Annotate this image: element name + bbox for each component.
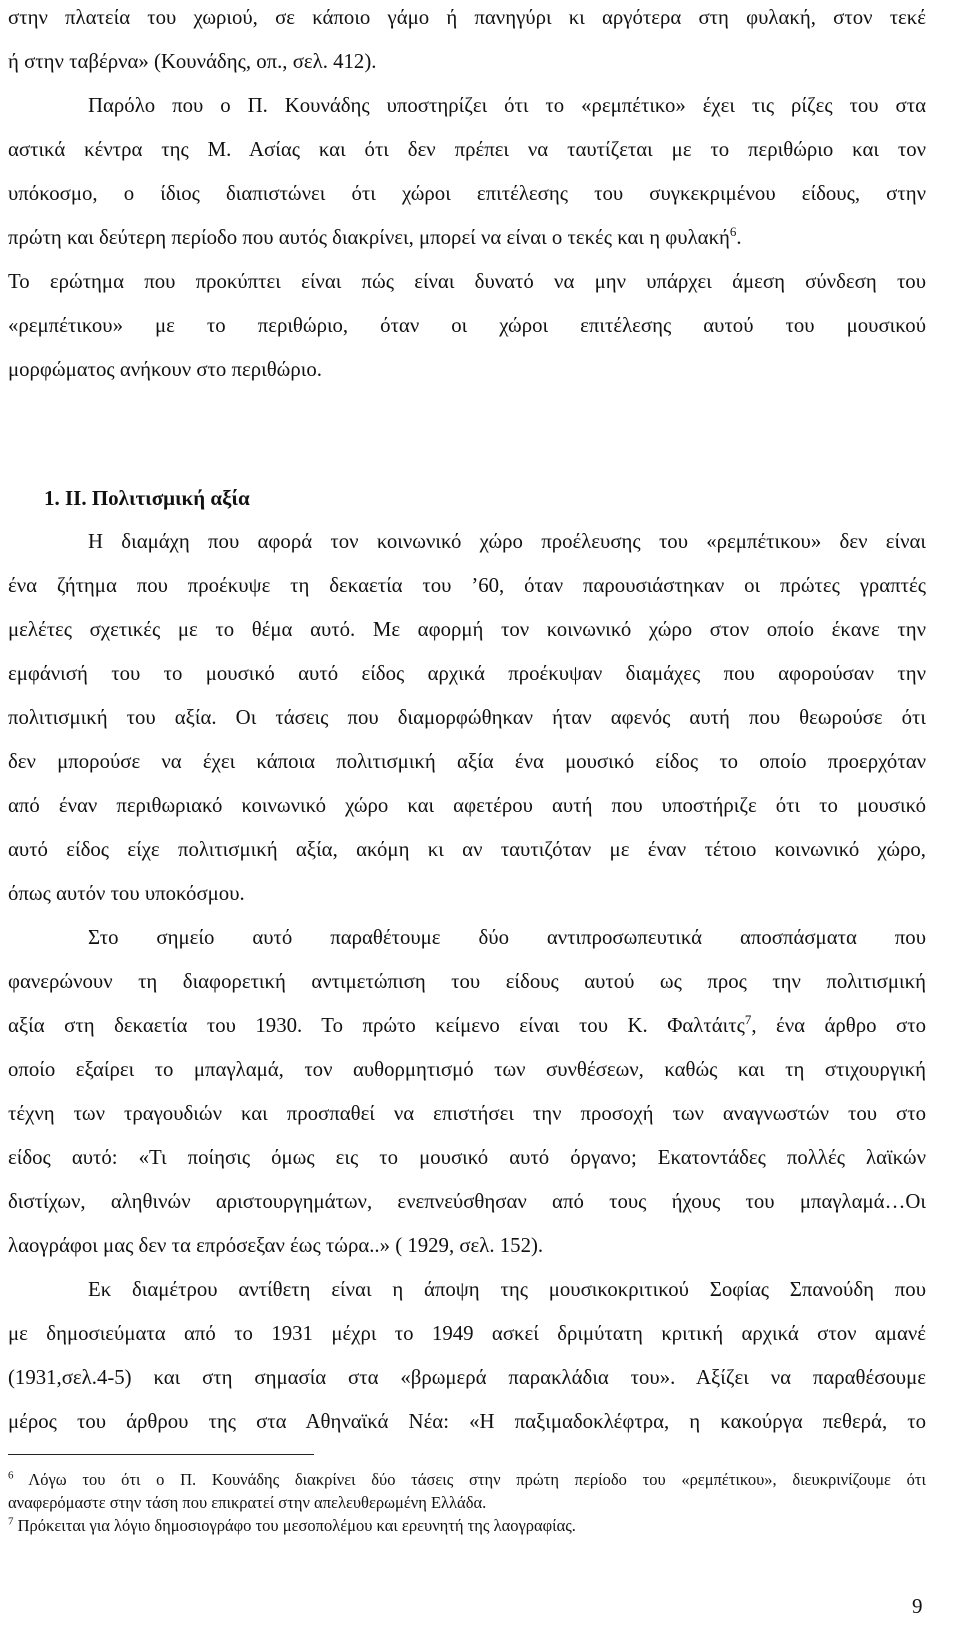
text-line: είδος αυτό: «Τι ποίησις όμως εις το μουσικό αυτό όργανο; Εκατοντάδες πολλές λαϊκών <box>8 1146 926 1169</box>
text-line: με δημοσιεύματα από το 1931 μέχρι το 1949 ασκεί δριμύτατη κριτική αρχικά στον αμανέ <box>8 1322 926 1345</box>
footnote-separator <box>8 1454 314 1455</box>
text-line: στην πλατεία του χωριού, σε κάποιο γάμο ή πανηγύρι κι αργότερα στη φυλακή, στον τεκέ <box>8 6 926 29</box>
footnote-line <box>8 1516 926 1536</box>
text-line: Στο σημείο αυτό παραθέτουμε δύο αντιπροσωπευτικά αποσπάσματα που <box>88 926 926 949</box>
text-line: υπόκοσμο, ο ίδιος διαπιστώνει ότι χώροι επιτέλεσης του συγκεκριμένου είδους, στην <box>8 182 926 205</box>
text-line: φανερώνουν τη διαφορετική αντιμετώπιση του είδους αυτού ως προς την πολιτισμική <box>8 970 926 993</box>
text-run: . <box>736 226 742 249</box>
footnote-text: Πρόκειται για λόγιο δημοσιογράφο του μεσοπολέμου και ερευνητή της λαογραφίας. <box>13 1516 576 1535</box>
footnote-number: 6 <box>8 1469 14 1482</box>
text-line: εμφάνισή του το μουσικό αυτό είδος αρχικά προέκυψαν διαμάχες που αφορούσαν την <box>8 662 926 685</box>
text-line: από έναν περιθωριακό κοινωνικό χώρο και αφετέρου αυτή που υποστήριζε ότι το μουσικό <box>8 794 926 817</box>
text-run: πρώτη και δεύτερη περίοδο που αυτός διακρίνει, μπορεί να είναι ο τεκές και η φυλακή <box>8 226 730 249</box>
text-line <box>8 1014 926 1038</box>
text-line: Παρόλο που ο Π. Κουνάδης υποστηρίζει ότι το «ρεμπέτικο» έχει τις ρίζες του στα <box>88 94 926 117</box>
text-line: πολιτισμική του αξία. Οι τάσεις που διαμορφώθηκαν ήταν αφενός αυτή που θεωρούσε ότι <box>8 706 926 729</box>
text-line: Η διαμάχη που αφορά τον κοινωνικό χώρο προέλευσης του «ρεμπέτικου» δεν είναι <box>88 530 926 553</box>
footnote-line <box>8 1470 926 1490</box>
text-line: τέχνη των τραγουδιών και προσπαθεί να επιστήσει την προσοχή των αναγνωστών του στο <box>8 1102 926 1125</box>
text-line: ή στην ταβέρνα» (Κουνάδης, οπ., σελ. 412). <box>8 50 377 73</box>
text-line: αυτό είδος είχε πολιτισμική αξία, ακόμη κι αν ταυτιζόταν με έναν τέτοιο κοινωνικό χώρο, <box>8 838 926 861</box>
text-line <box>8 226 926 250</box>
page-number: 9 <box>912 1594 923 1618</box>
text-line: οποίο εξαίρει το μπαγλαμά, τον αυθορμητισμό των συνθέσεων, καθώς και τη στιχουργική <box>8 1058 926 1081</box>
text-run: , ένα άρθρο στο <box>751 1014 926 1037</box>
text-line: (1931,σελ.4-5) και στη σημασία στα «βρωμερά παρακλάδια του». Αξίζει να παραθέσουμε <box>8 1366 926 1389</box>
text-line: μέρος του άρθρου της στα Αθηναϊκά Νέα: «Η παξιμαδοκλέφτρα, η κακούργα πεθερά, το <box>8 1410 926 1433</box>
text-run: αξία στη δεκαετία του 1930. Το πρώτο κείμενο είναι του Κ. Φαλτάιτς <box>8 1014 745 1037</box>
footnote-number: 7 <box>8 1515 14 1528</box>
text-line: μελέτες σχετικές με το θέμα αυτό. Με αφορμή τον κοινωνικό χώρο στον οποίο έκανε την <box>8 618 926 641</box>
text-line: ένα ζήτημα που προέκυψε τη δεκαετία του ’60, όταν παρουσιάστηκαν οι πρώτες γραπτές <box>8 574 926 597</box>
footnote-text: Λόγω του ότι ο Π. Κουνάδης διακρίνει δύο τάσεις στην πρώτη περίοδο του «ρεμπέτικου», διευκρινίζουμε ότι <box>13 1470 926 1489</box>
text-line: Εκ διαμέτρου αντίθετη είναι η άποψη της μουσικοκριτικού Σοφίας Σπανούδη που <box>88 1278 926 1301</box>
text-line: «ρεμπέτικου» με το περιθώριο, όταν οι χώροι επιτέλεσης αυτού του μουσικού <box>8 314 926 337</box>
footnote-ref: 6 <box>729 224 737 240</box>
text-line: μορφώματος ανήκουν στο περιθώριο. <box>8 358 322 381</box>
text-line: όπως αυτόν του υποκόσμου. <box>8 882 245 905</box>
text-line: δεν μπορούσε να έχει κάποια πολιτισμική αξία ένα μουσικό είδος το οποίο προερχόταν <box>8 750 926 773</box>
footnote-ref: 7 <box>744 1012 752 1028</box>
text-line: λαογράφοι μας δεν τα επρόσεξαν έως τώρα..» ( 1929, σελ. 152). <box>8 1234 544 1257</box>
text-line: διστίχων, αληθινών αριστουργημάτων, ενεπνεύσθησαν από τους ήχους του μπαγλαμά…Οι <box>8 1190 926 1213</box>
text-line: Το ερώτημα που προκύπτει είναι πώς είναι δυνατό να μην υπάρχει άμεση σύνδεση του <box>8 270 926 293</box>
section-heading: 1. ΙΙ. Πολιτισμική αξία <box>44 486 250 510</box>
footnote-line: αναφερόμαστε στην τάση που επικρατεί στην απελευθερωμένη Ελλάδα. <box>8 1493 487 1512</box>
text-line: αστικά κέντρα της Μ. Ασίας και ότι δεν πρέπει να ταυτίζεται με το περιθώριο και τον <box>8 138 926 161</box>
